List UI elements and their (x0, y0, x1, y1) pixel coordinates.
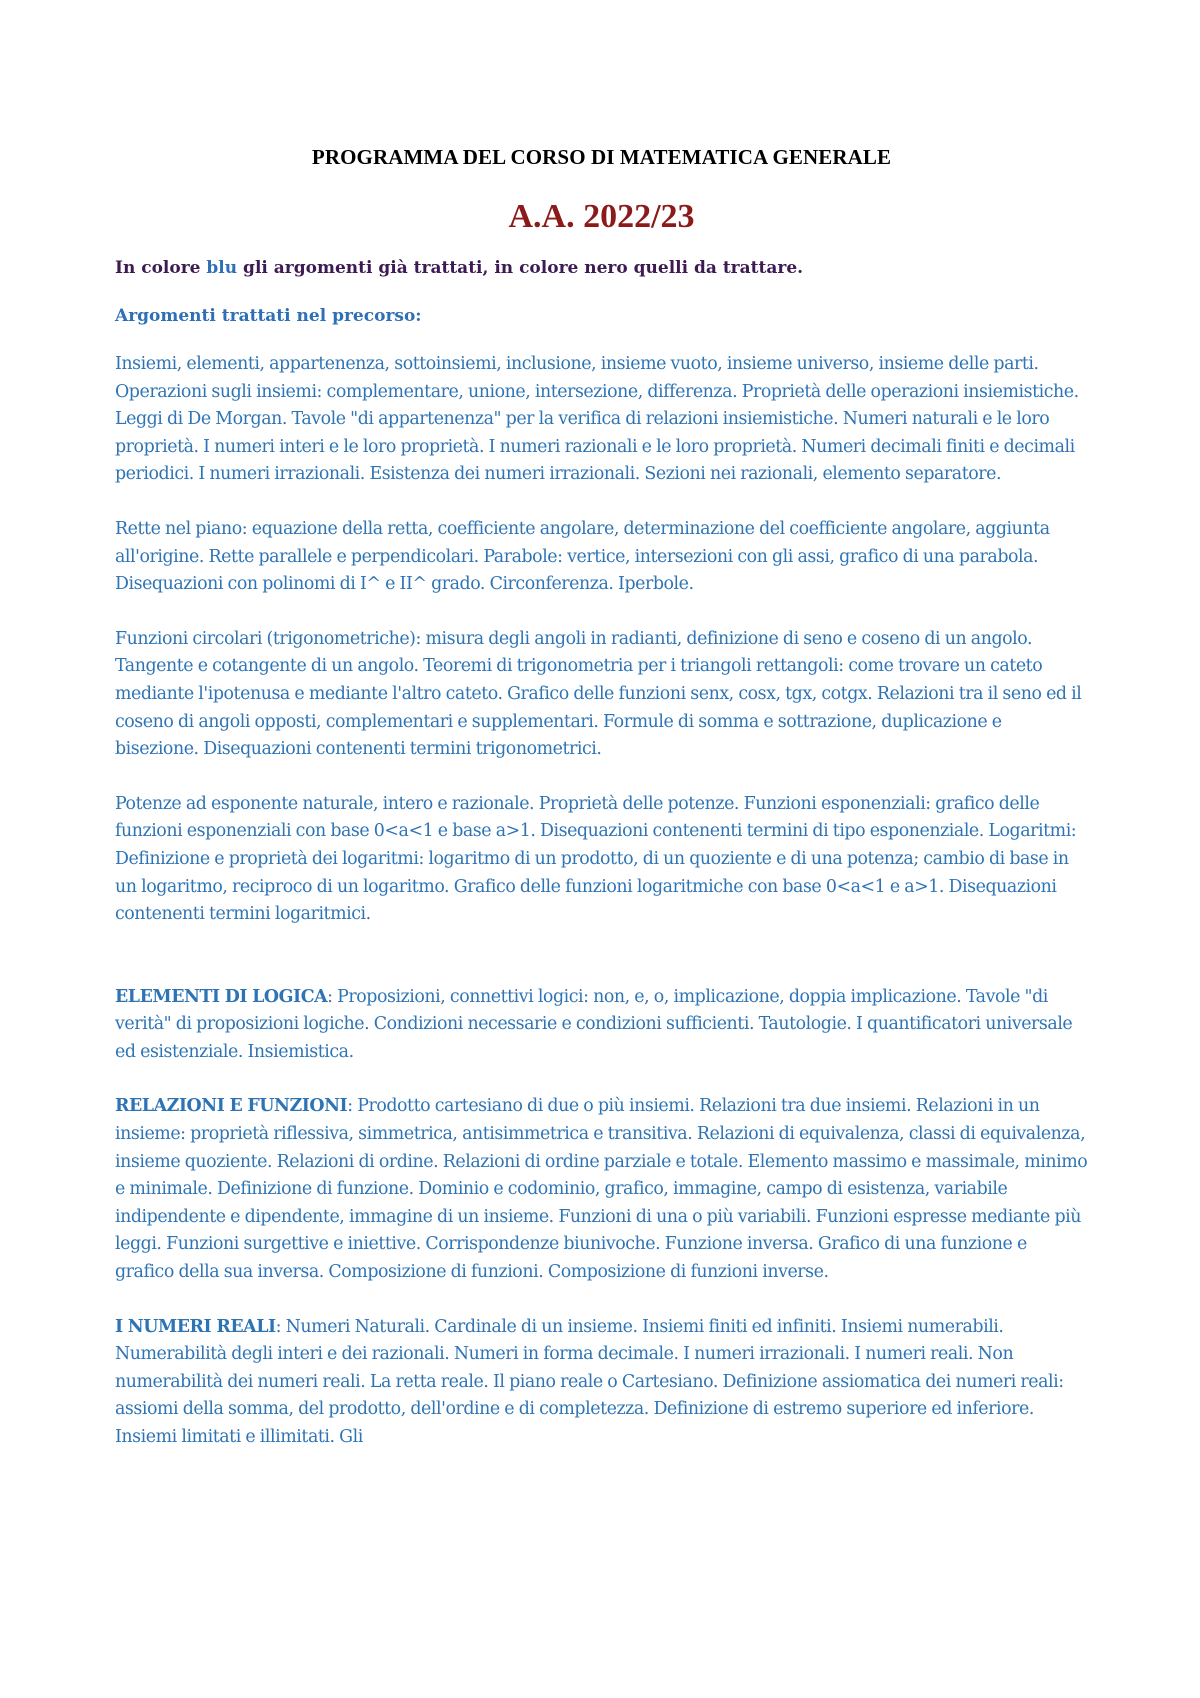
section-logic (115, 984, 1088, 1067)
section-logic-text: : Proposizioni, connettivi logici: non, e, o, implicazione, doppia implicazione. Tavole "di verità" di proposizioni logiche. Condizioni necessarie e condizioni sufficienti. Tautologie. I quantificatori universale ed esistenziale. Insiemistica. (115, 986, 1073, 1062)
precorso-paragraph-lines: Rette nel piano: equazione della retta, coefficiente angolare, determinazione del coefficiente angolare, aggiunta all'origine. Rette parallele e perpendicolari. Parabole: vertice, intersezioni con gli assi, grafico di una parabola. Disequazioni con polinomi di I^ e II^ grado. Circonferenza. Iperbole. (115, 518, 1050, 595)
precorso-paragraph-exponentials: Potenze ad esponente naturale, intero e razionale. Proprietà delle potenze. Funzioni esponenziali: grafico delle funzioni esponenziali con base 0<a<1 e base a>1. Disequazioni contenenti termini di tipo esponenziale. Logaritmi: Definizione e proprietà dei logaritmi: logaritmo di un prodotto, di un quoziente e di una potenza; cambio di base in un logaritmo, reciproco di un logaritmo. Grafico delle funzioni logaritmiche con base 0<a<1 e a>1. Disequazioni contenenti termini logaritmici. (115, 793, 1077, 925)
section-real-numbers-title: I NUMERI REALI (115, 1316, 276, 1337)
section-relations-title: RELAZIONI E FUNZIONI (115, 1096, 348, 1117)
section-relations-functions (115, 1093, 1088, 1286)
section-real-numbers-text: : Numeri Naturali. Cardinale di un insieme. Insiemi finiti ed infiniti. Insiemi numerabili. Numerabilità degli interi e dei razionali. Numeri in forma decimale. I numeri irrazionali. I numeri reali. Non numerabilità dei numeri reali. La retta reale. Il piano reale o Cartesiano. Definizione assiomatica dei numeri reali: assiomi della somma, del prodotto, dell'ordine e di completezza. Definizione di estremo superiore ed inferiore. Insiemi limitati e illimitati. Gli (115, 1316, 1064, 1447)
section-relations-text: : Prodotto cartesiano di due o più insiemi. Relazioni tra due insiemi. Relazioni in un insieme: proprietà riflessiva, simmetrica, antisimmetrica e transitiva. Relazioni di equivalenza, classi di equivalenza, insieme quoziente. Relazioni di ordine. Relazioni di ordine parziale e totale. Elemento massimo e massimale, minimo e minimale. Definizione di funzione. Dominio e codominio, grafico, immagine, campo di esistenza, variabile indipendente e dipendente, immagine di un insieme. Funzioni di una o più variabili. Funzioni espresse mediante più leggi. Funzioni surgettive e iniettive. Corrispondenze biunivoche. Funzione inversa. Grafico di una funzione e grafico della sua inversa. Composizione di funzioni. Composizione di funzioni inverse. (115, 1096, 1088, 1283)
document-title: PROGRAMMA DEL CORSO DI MATEMATICA GENERALE (311, 145, 892, 169)
intro-text-before: In colore (115, 258, 207, 278)
intro-text-after: gli argomenti già trattati, in colore nero quelli da trattare. (237, 258, 804, 278)
section-real-numbers (115, 1314, 1088, 1452)
precorso-paragraph-trigonometry: Funzioni circolari (trigonometriche): misura degli angoli in radianti, definizione di seno e coseno di un angolo. Tangente e cotangente di un angolo. Teoremi di trigonometria per i triangoli rettangoli: come trovare un cateto mediante l'ipotenusa e mediante l'altro cateto. Grafico delle funzioni senx, cosx, tgx, cotgx. Relazioni tra il seno ed il coseno di angoli opposti, complementari e supplementari. Formule di somma e sottrazione, duplicazione e bisezione. Disequazioni contenenti termini trigonometrici. (115, 628, 1082, 760)
academic-year: A.A. 2022/23 (508, 198, 695, 235)
section-logic-title: ELEMENTI DI LOGICA (115, 986, 328, 1007)
intro-blue-word: blu (206, 258, 238, 278)
precorso-paragraph-sets: Insiemi, elementi, appartenenza, sottoinsiemi, inclusione, insieme vuoto, insieme universo, insieme delle parti. Operazioni sugli insiemi: complementare, unione, intersezione, differenza. Proprietà delle operazioni insiemistiche. Leggi di De Morgan. Tavole "di appartenenza" per la verifica di relazioni insiemistiche. Numeri naturali e le loro proprietà. I numeri interi e le loro proprietà. I numeri razionali e le loro proprietà. Numeri decimali finiti e decimali periodici. I numeri irrazionali. Esistenza dei numeri irrazionali. Sezioni nei razionali, elemento separatore. (115, 354, 1079, 485)
color-legend-note (115, 258, 1088, 278)
precorso-heading: Argomenti trattati nel precorso: (115, 306, 422, 326)
